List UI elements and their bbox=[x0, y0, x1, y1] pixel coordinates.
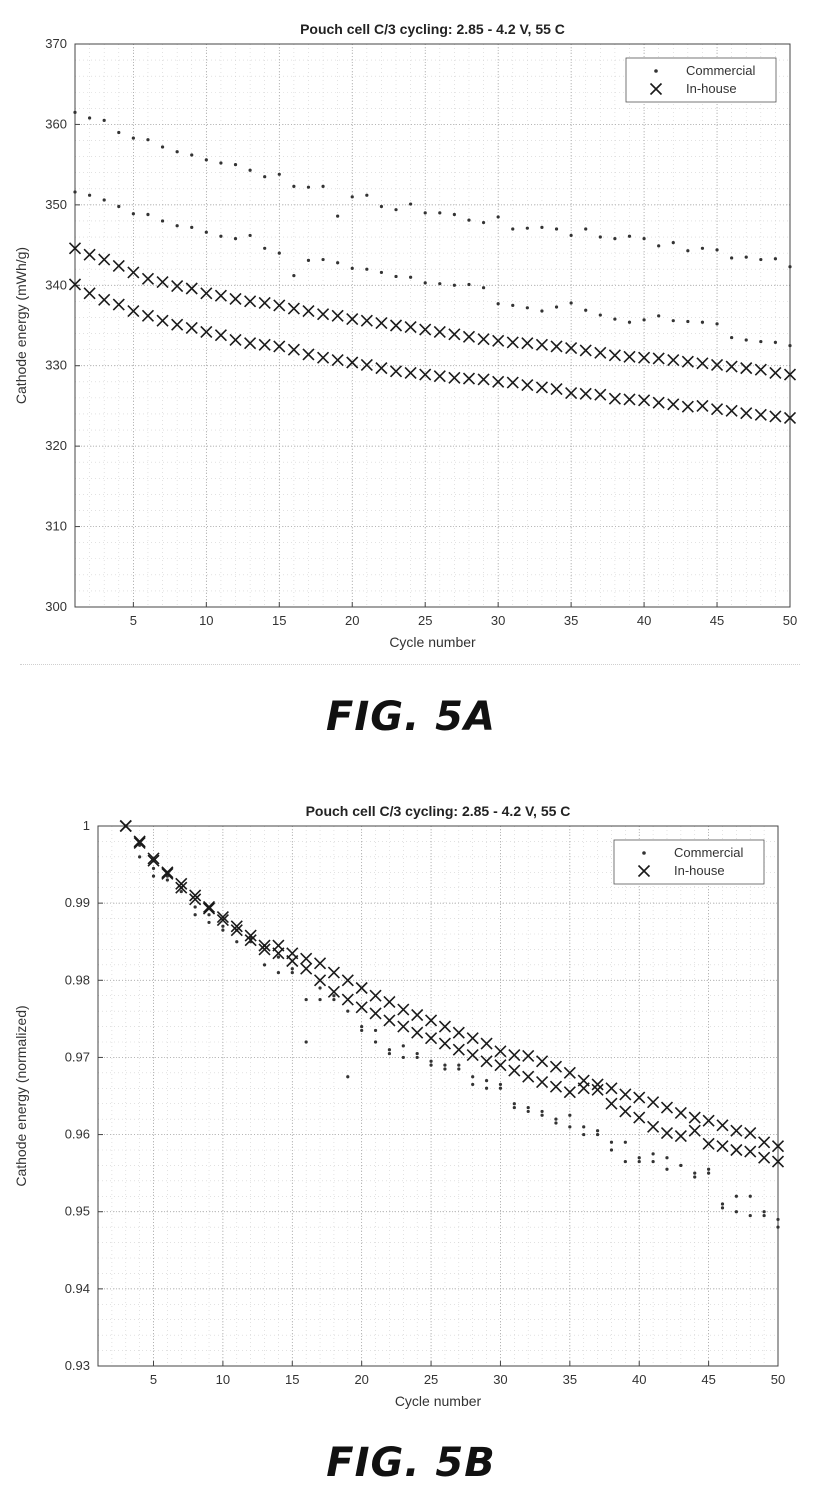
commercial-point bbox=[485, 1079, 488, 1082]
commercial-point bbox=[735, 1210, 738, 1213]
y-tick-label: 0.99 bbox=[64, 895, 90, 911]
commercial-point bbox=[88, 194, 91, 197]
separator-line bbox=[20, 664, 800, 665]
commercial-point bbox=[721, 1206, 724, 1209]
commercial-point bbox=[249, 169, 252, 172]
commercial-point bbox=[672, 319, 675, 322]
x-tick-label: 25 bbox=[423, 1372, 439, 1387]
commercial-point bbox=[527, 1106, 530, 1109]
commercial-point bbox=[318, 998, 321, 1001]
commercial-point bbox=[540, 1110, 543, 1113]
commercial-point bbox=[628, 235, 631, 238]
commercial-point bbox=[409, 276, 412, 279]
chart-title: Pouch cell C/3 cycling: 2.85 - 4.2 V, 55 C bbox=[305, 803, 571, 819]
figure-caption-5a: FIG. 5A bbox=[326, 694, 496, 740]
x-tick-label: 10 bbox=[199, 613, 214, 628]
commercial-point bbox=[701, 321, 704, 324]
commercial-point bbox=[665, 1156, 668, 1159]
commercial-point bbox=[513, 1102, 516, 1105]
commercial-point bbox=[613, 317, 616, 320]
x-tick-label: 15 bbox=[272, 613, 287, 628]
legend-inhouse-label: In-house bbox=[686, 81, 737, 96]
commercial-point bbox=[351, 195, 354, 198]
commercial-point bbox=[305, 998, 308, 1001]
commercial-point bbox=[278, 173, 281, 176]
commercial-point bbox=[388, 1052, 391, 1055]
commercial-point bbox=[570, 301, 573, 304]
commercial-point bbox=[596, 1129, 599, 1132]
commercial-point bbox=[613, 237, 616, 240]
commercial-point bbox=[235, 940, 238, 943]
commercial-point bbox=[351, 267, 354, 270]
commercial-point bbox=[332, 998, 335, 1001]
commercial-point bbox=[511, 227, 514, 230]
commercial-point bbox=[642, 237, 645, 240]
commercial-point bbox=[568, 1114, 571, 1117]
y-tick-label: 370 bbox=[45, 36, 67, 51]
commercial-point bbox=[482, 286, 485, 289]
legend-commercial-label: Commercial bbox=[686, 63, 756, 78]
commercial-point bbox=[402, 1044, 405, 1047]
commercial-point bbox=[146, 213, 149, 216]
commercial-point bbox=[652, 1160, 655, 1163]
commercial-point bbox=[117, 205, 120, 208]
commercial-point bbox=[219, 235, 222, 238]
commercial-point bbox=[749, 1214, 752, 1217]
x-tick-label: 20 bbox=[354, 1372, 369, 1387]
commercial-point bbox=[582, 1133, 585, 1136]
commercial-point bbox=[599, 235, 602, 238]
commercial-point bbox=[457, 1064, 460, 1067]
commercial-point bbox=[610, 1141, 613, 1144]
commercial-point bbox=[788, 344, 791, 347]
commercial-point bbox=[776, 1226, 779, 1229]
commercial-point bbox=[482, 221, 485, 224]
commercial-point bbox=[321, 258, 324, 261]
x-tick-label: 40 bbox=[631, 1372, 647, 1387]
commercial-point bbox=[511, 304, 514, 307]
commercial-point bbox=[526, 306, 529, 309]
commercial-point bbox=[346, 1075, 349, 1078]
commercial-point bbox=[763, 1214, 766, 1217]
commercial-point bbox=[132, 212, 135, 215]
commercial-point bbox=[763, 1210, 766, 1213]
commercial-point bbox=[365, 194, 368, 197]
commercial-point bbox=[499, 1087, 502, 1090]
commercial-point bbox=[679, 1164, 682, 1167]
commercial-point bbox=[305, 1040, 308, 1043]
commercial-point bbox=[332, 994, 335, 997]
commercial-point bbox=[471, 1083, 474, 1086]
commercial-point bbox=[540, 1114, 543, 1117]
plot-area bbox=[75, 44, 790, 607]
commercial-point bbox=[277, 956, 280, 959]
commercial-point bbox=[360, 1029, 363, 1032]
commercial-point bbox=[194, 905, 197, 908]
commercial-point bbox=[263, 175, 266, 178]
commercial-point bbox=[540, 226, 543, 229]
commercial-point bbox=[103, 198, 106, 201]
commercial-point bbox=[686, 249, 689, 252]
commercial-point bbox=[638, 1160, 641, 1163]
commercial-point bbox=[438, 211, 441, 214]
commercial-point bbox=[221, 929, 224, 932]
commercial-point bbox=[103, 119, 106, 122]
commercial-point bbox=[628, 321, 631, 324]
commercial-point bbox=[194, 913, 197, 916]
y-tick-label: 300 bbox=[45, 599, 67, 614]
legend-inhouse-label: In-house bbox=[674, 863, 725, 878]
commercial-point bbox=[416, 1056, 419, 1059]
x-tick-label: 30 bbox=[490, 613, 506, 628]
commercial-point bbox=[457, 1067, 460, 1070]
commercial-point bbox=[570, 234, 573, 237]
commercial-point bbox=[774, 257, 777, 260]
commercial-point bbox=[429, 1064, 432, 1067]
commercial-point bbox=[759, 258, 762, 261]
commercial-point bbox=[599, 313, 602, 316]
commercial-point bbox=[715, 322, 718, 325]
commercial-point bbox=[721, 1202, 724, 1205]
commercial-point bbox=[657, 244, 660, 247]
commercial-point bbox=[555, 227, 558, 230]
y-tick-label: 0.97 bbox=[64, 1049, 90, 1065]
commercial-point bbox=[263, 963, 266, 966]
commercial-point bbox=[555, 305, 558, 308]
commercial-point bbox=[584, 227, 587, 230]
commercial-point bbox=[360, 1025, 363, 1028]
commercial-point bbox=[292, 185, 295, 188]
commercial-point bbox=[759, 340, 762, 343]
commercial-point bbox=[117, 131, 120, 134]
y-tick-label: 340 bbox=[45, 277, 67, 293]
y-tick-label: 0.98 bbox=[64, 972, 90, 988]
commercial-point bbox=[336, 215, 339, 218]
commercial-point bbox=[73, 190, 76, 193]
x-tick-label: 50 bbox=[782, 613, 798, 628]
commercial-point bbox=[471, 1075, 474, 1078]
commercial-point bbox=[365, 268, 368, 271]
commercial-point bbox=[380, 271, 383, 274]
legend bbox=[614, 840, 764, 884]
commercial-point bbox=[291, 971, 294, 974]
commercial-point bbox=[249, 234, 252, 237]
x-axis-label: Cycle number bbox=[394, 1393, 482, 1409]
x-axis-label: Cycle number bbox=[389, 634, 476, 650]
y-tick-label: 320 bbox=[45, 438, 67, 454]
commercial-point bbox=[776, 1218, 779, 1221]
commercial-point bbox=[453, 284, 456, 287]
commercial-point bbox=[526, 227, 529, 230]
commercial-point bbox=[443, 1067, 446, 1070]
commercial-point bbox=[497, 302, 500, 305]
commercial-point bbox=[380, 205, 383, 208]
chart-title: Pouch cell C/3 cycling: 2.85 - 4.2 V, 55 C bbox=[300, 21, 565, 37]
commercial-point bbox=[292, 274, 295, 277]
commercial-point bbox=[207, 913, 210, 916]
x-tick-label: 25 bbox=[417, 613, 433, 628]
commercial-point bbox=[161, 145, 164, 148]
commercial-point bbox=[416, 1052, 419, 1055]
y-tick-label: 0.95 bbox=[64, 1203, 90, 1219]
commercial-point bbox=[374, 1029, 377, 1032]
y-tick-label: 0.94 bbox=[64, 1280, 90, 1296]
commercial-point bbox=[409, 202, 412, 205]
commercial-point bbox=[788, 265, 791, 268]
commercial-point bbox=[499, 1083, 502, 1086]
commercial-point bbox=[467, 219, 470, 222]
y-tick-label: 0.93 bbox=[64, 1358, 90, 1373]
commercial-point bbox=[388, 1048, 391, 1051]
commercial-point bbox=[443, 1064, 446, 1067]
y-tick-label: 1 bbox=[82, 818, 90, 833]
y-tick-label: 360 bbox=[45, 116, 67, 132]
commercial-point bbox=[672, 241, 675, 244]
commercial-point bbox=[568, 1125, 571, 1128]
commercial-point bbox=[176, 224, 179, 227]
x-tick-label: 45 bbox=[701, 1372, 716, 1387]
commercial-point bbox=[278, 252, 281, 255]
chart-5a bbox=[0, 0, 822, 680]
commercial-point bbox=[336, 261, 339, 264]
commercial-point bbox=[221, 925, 224, 928]
commercial-point bbox=[234, 163, 237, 166]
commercial-point bbox=[152, 867, 155, 870]
commercial-point bbox=[707, 1168, 710, 1171]
commercial-point bbox=[166, 878, 169, 881]
commercial-point bbox=[438, 282, 441, 285]
commercial-point bbox=[485, 1087, 488, 1090]
x-tick-label: 15 bbox=[285, 1372, 300, 1387]
y-tick-label: 0.96 bbox=[64, 1126, 90, 1142]
x-tick-label: 45 bbox=[709, 613, 725, 628]
commercial-point bbox=[735, 1195, 738, 1198]
commercial-point bbox=[277, 971, 280, 974]
commercial-point bbox=[730, 336, 733, 339]
commercial-point bbox=[176, 150, 179, 153]
legend-commercial-marker bbox=[642, 851, 646, 855]
chart-5b bbox=[0, 780, 822, 1420]
legend-commercial-marker bbox=[654, 69, 658, 73]
y-tick-label: 350 bbox=[45, 196, 67, 212]
commercial-point bbox=[665, 1168, 668, 1171]
legend bbox=[626, 58, 776, 102]
y-axis-label: Cathode energy (normalized) bbox=[13, 1005, 29, 1187]
commercial-point bbox=[291, 967, 294, 970]
x-tick-label: 5 bbox=[149, 1372, 158, 1387]
commercial-point bbox=[146, 138, 149, 141]
commercial-point bbox=[424, 211, 427, 214]
commercial-point bbox=[190, 153, 193, 156]
commercial-point bbox=[715, 248, 718, 251]
commercial-point bbox=[234, 237, 237, 240]
commercial-point bbox=[307, 186, 310, 189]
commercial-point bbox=[749, 1195, 752, 1198]
commercial-point bbox=[657, 314, 660, 317]
commercial-point bbox=[554, 1118, 557, 1121]
commercial-point bbox=[513, 1106, 516, 1109]
commercial-point bbox=[686, 320, 689, 323]
commercial-point bbox=[652, 1152, 655, 1155]
x-tick-label: 10 bbox=[215, 1372, 231, 1387]
commercial-point bbox=[610, 1148, 613, 1151]
commercial-point bbox=[321, 185, 324, 188]
legend-commercial-label: Commercial bbox=[674, 845, 744, 860]
commercial-point bbox=[394, 208, 397, 211]
commercial-point bbox=[152, 875, 155, 878]
commercial-point bbox=[263, 247, 266, 250]
commercial-point bbox=[402, 1056, 405, 1059]
plot-area bbox=[98, 826, 778, 1366]
commercial-point bbox=[745, 256, 748, 259]
y-tick-label: 330 bbox=[45, 357, 67, 373]
commercial-point bbox=[132, 137, 135, 140]
commercial-point bbox=[346, 1010, 349, 1013]
commercial-point bbox=[730, 256, 733, 259]
commercial-point bbox=[584, 309, 587, 312]
x-tick-label: 40 bbox=[636, 613, 652, 628]
x-tick-label: 50 bbox=[770, 1372, 786, 1387]
commercial-point bbox=[554, 1121, 557, 1124]
commercial-point bbox=[424, 281, 427, 284]
commercial-point bbox=[624, 1141, 627, 1144]
commercial-point bbox=[138, 855, 141, 858]
commercial-point bbox=[394, 275, 397, 278]
commercial-point bbox=[190, 226, 193, 229]
x-tick-label: 20 bbox=[345, 613, 360, 628]
x-tick-label: 35 bbox=[562, 1372, 578, 1387]
commercial-point bbox=[374, 1040, 377, 1043]
commercial-point bbox=[582, 1125, 585, 1128]
commercial-point bbox=[73, 111, 76, 114]
commercial-point bbox=[307, 259, 310, 262]
commercial-point bbox=[429, 1060, 432, 1063]
y-axis-label: Cathode energy (mWh/g) bbox=[13, 246, 29, 405]
commercial-point bbox=[540, 309, 543, 312]
x-tick-label: 35 bbox=[563, 613, 579, 628]
commercial-point bbox=[701, 247, 704, 250]
commercial-point bbox=[693, 1175, 696, 1178]
figure-5a-panel bbox=[0, 0, 822, 700]
commercial-point bbox=[205, 158, 208, 161]
commercial-point bbox=[161, 219, 164, 222]
commercial-point bbox=[180, 890, 183, 893]
commercial-point bbox=[527, 1110, 530, 1113]
figure-5b-panel bbox=[0, 780, 822, 1420]
x-tick-label: 5 bbox=[129, 613, 137, 628]
commercial-point bbox=[774, 341, 777, 344]
commercial-point bbox=[596, 1133, 599, 1136]
commercial-point bbox=[207, 921, 210, 924]
commercial-point bbox=[318, 986, 321, 989]
commercial-point bbox=[745, 338, 748, 341]
figure-caption-5b: FIG. 5B bbox=[326, 1440, 496, 1486]
commercial-point bbox=[467, 283, 470, 286]
commercial-point bbox=[638, 1156, 641, 1159]
commercial-point bbox=[497, 215, 500, 218]
commercial-point bbox=[624, 1160, 627, 1163]
commercial-point bbox=[707, 1172, 710, 1175]
commercial-point bbox=[453, 213, 456, 216]
x-tick-label: 30 bbox=[493, 1372, 508, 1387]
commercial-point bbox=[642, 318, 645, 321]
commercial-point bbox=[219, 161, 222, 164]
commercial-point bbox=[205, 231, 208, 234]
commercial-point bbox=[693, 1172, 696, 1175]
commercial-point bbox=[88, 116, 91, 119]
y-tick-label: 310 bbox=[45, 518, 67, 534]
